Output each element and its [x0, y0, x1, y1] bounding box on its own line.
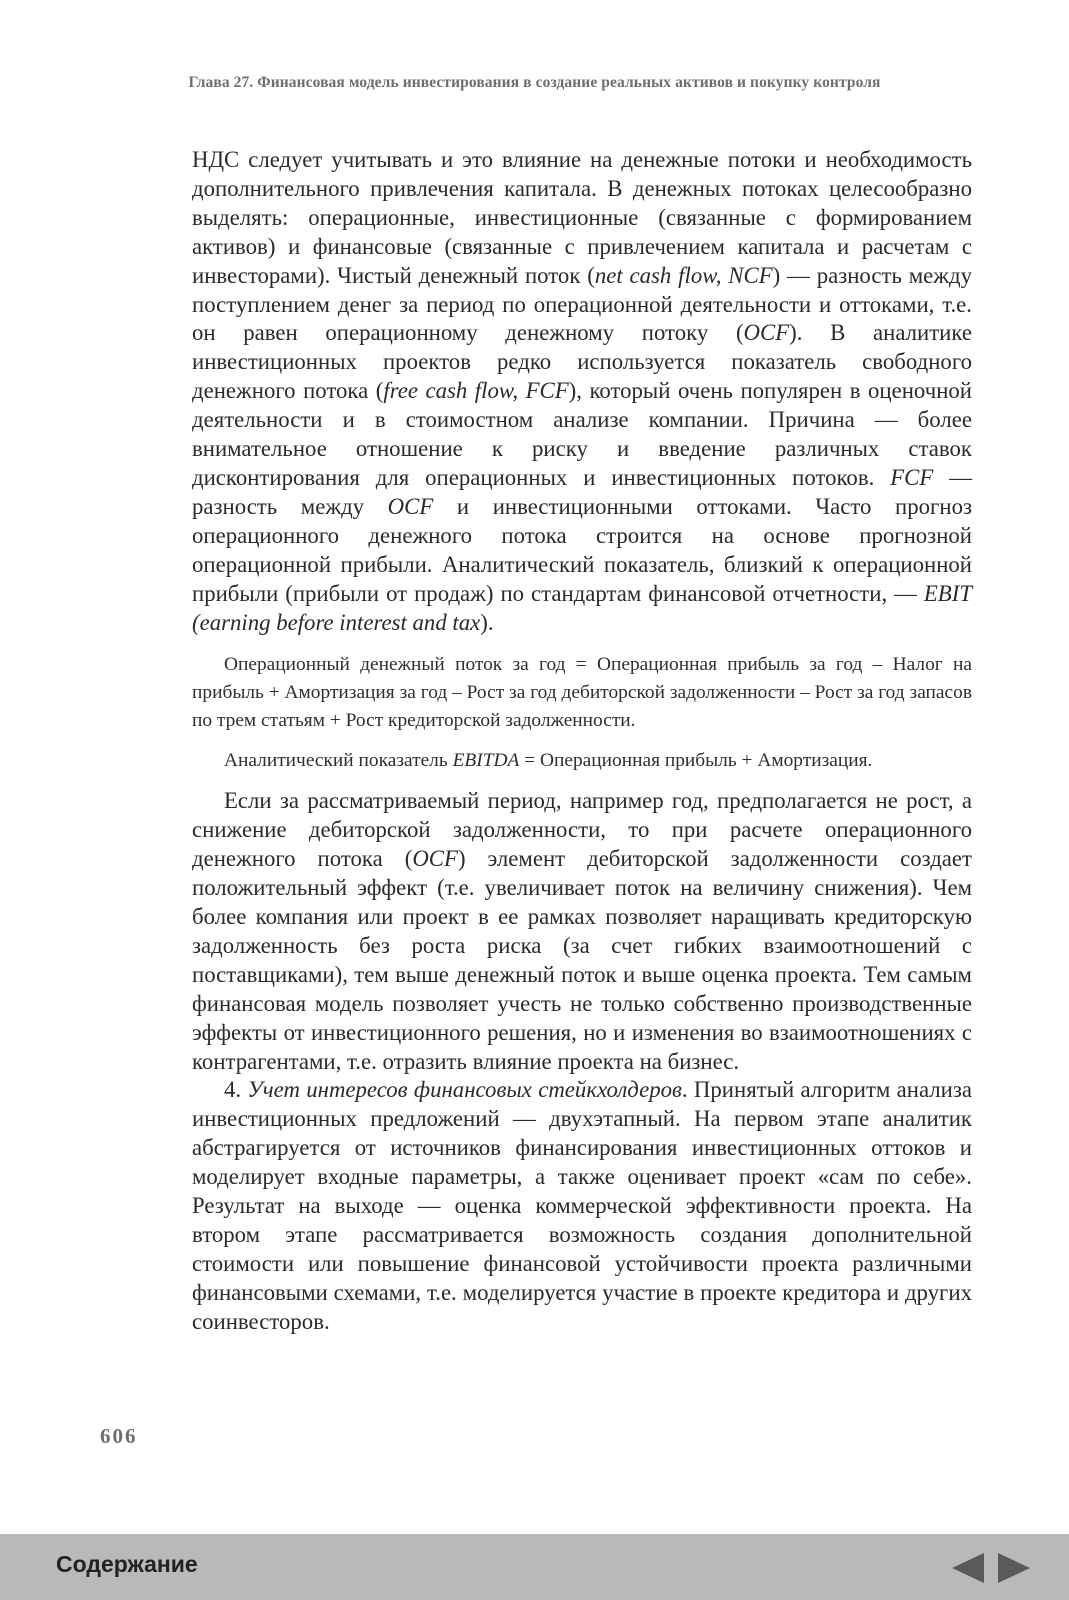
text-run: Аналитический показатель — [224, 750, 453, 772]
term-fcf: free cash flow, FCF — [383, 378, 569, 404]
text-run: = Операционная прибыль + Амортизация. — [519, 750, 873, 772]
term-fcf: FCF — [890, 464, 934, 490]
text-run: ) — разность между поступлением денег за период по операционной деятельности и оттоками, т.е. он равен операционному денежному потоку ( — [192, 262, 972, 346]
text-run: ). В аналитике инвестиционных проектов редко используется показатель свободного денежного потока ( — [192, 320, 973, 404]
term-ncf: net cash flow, NCF — [594, 262, 773, 288]
paragraph-receivables — [192, 787, 972, 1076]
term-ocf: OCF — [743, 320, 790, 346]
contents-link[interactable]: Содержание — [56, 1551, 198, 1577]
text-run: — разность между — [192, 464, 972, 519]
text-run: ) элемент дебиторской задолженности создает положительный эффект (т.е. увеличивает поток на величину снижения). Чем более компания или проект в ее рамках позволяет наращивать кредиторскую задолженность без роста риска (за счет гибких взаимоотношений с поставщиками), тем выше денежный поток и выше оценка проекта. Тем самым финансовая модель позволяет учесть не только собственно производственные эффекты от инвестиционного решения, но и изменения во взаимоотношениях с контрагентами, т.е. отразить влияние проекта на бизнес. — [192, 846, 972, 1074]
term-ebit: EBIT (earning before interest and tax — [192, 580, 972, 635]
navigation-bar — [0, 1534, 1069, 1600]
triangle-right-icon[interactable] — [998, 1553, 1030, 1583]
term-stakeholders: Учет интересов финансовых стейкхолдеров — [247, 1077, 682, 1103]
paragraph-cash-flows — [192, 146, 972, 637]
page-number: 606 — [100, 1424, 138, 1448]
text-run: ), который очень популярен в оценочной деятельности и в стоимостном анализе компании. Причина — более внимательное отношение к риску и введение различных ставок дисконтирования для операционных и инвестиционных потоков. — [192, 378, 972, 490]
term-ebitda: EBITDA — [452, 750, 520, 772]
term-ocf: OCF — [412, 846, 458, 872]
formula-operating-cash-flow: Операционный денежный поток за год = Операционная прибыль за год – Налог на прибыль + Амортизация за год – Рост за год дебиторской задолженности – Рост за год запасов по трем статьям + Рост кредиторской задолженности. — [192, 654, 972, 732]
formula-ebitda — [192, 747, 972, 775]
text-run: 4. — [224, 1077, 248, 1103]
text-run: ). — [480, 609, 494, 635]
paragraph-stakeholders — [192, 1076, 972, 1336]
running-header: Глава 27. Финансовая модель инвестирования в создание реальных активов и покупку контроля — [188, 74, 881, 91]
term-ocf: OCF — [387, 493, 434, 519]
text-run: НДС следует учитывать и это влияние на денежные потоки и необходимость дополнительного привлечения капитала. В денежных потоках целесообразно выделять: операционные, инвестиционные (связанные с формированием активов) и финансовые (связанные с привлечением капитала и расчетам с инвесторами). Чистый денежный поток ( — [192, 147, 972, 288]
triangle-left-icon[interactable] — [952, 1553, 984, 1583]
main-text — [192, 146, 972, 1337]
text-run: и инвестиционными оттоками. Часто прогноз операционного денежного потока строится на основе прогнозной операционной прибыли. Аналитический показатель, близкий к операционной прибыли (прибыли от продаж) по стандартам финансовой отчетности, — — [192, 493, 972, 606]
formula-group — [192, 651, 972, 775]
text-run: . Принятый алгоритм анализа инвестиционных предложений — двухэтапный. На первом этапе аналитик абстрагируется от источников финансирования инвестиционных оттоков и моделирует входные параметры, а также оценивает проект «сам по себе». Результат на выходе — оценка коммерческой эффективности проекта. На втором этапе рассматривается возможность создания дополнительной стоимости или повышение финансовой устойчивости проекта различными финансовыми схемами, т.е. моделируется участие в проекте кредитора и других соинвесторов. — [192, 1077, 972, 1334]
text-run: Если за рассматриваемый период, например год, предполагается не рост, а снижение дебиторской задолженности, то при расчете операционного денежного потока ( — [192, 788, 972, 872]
